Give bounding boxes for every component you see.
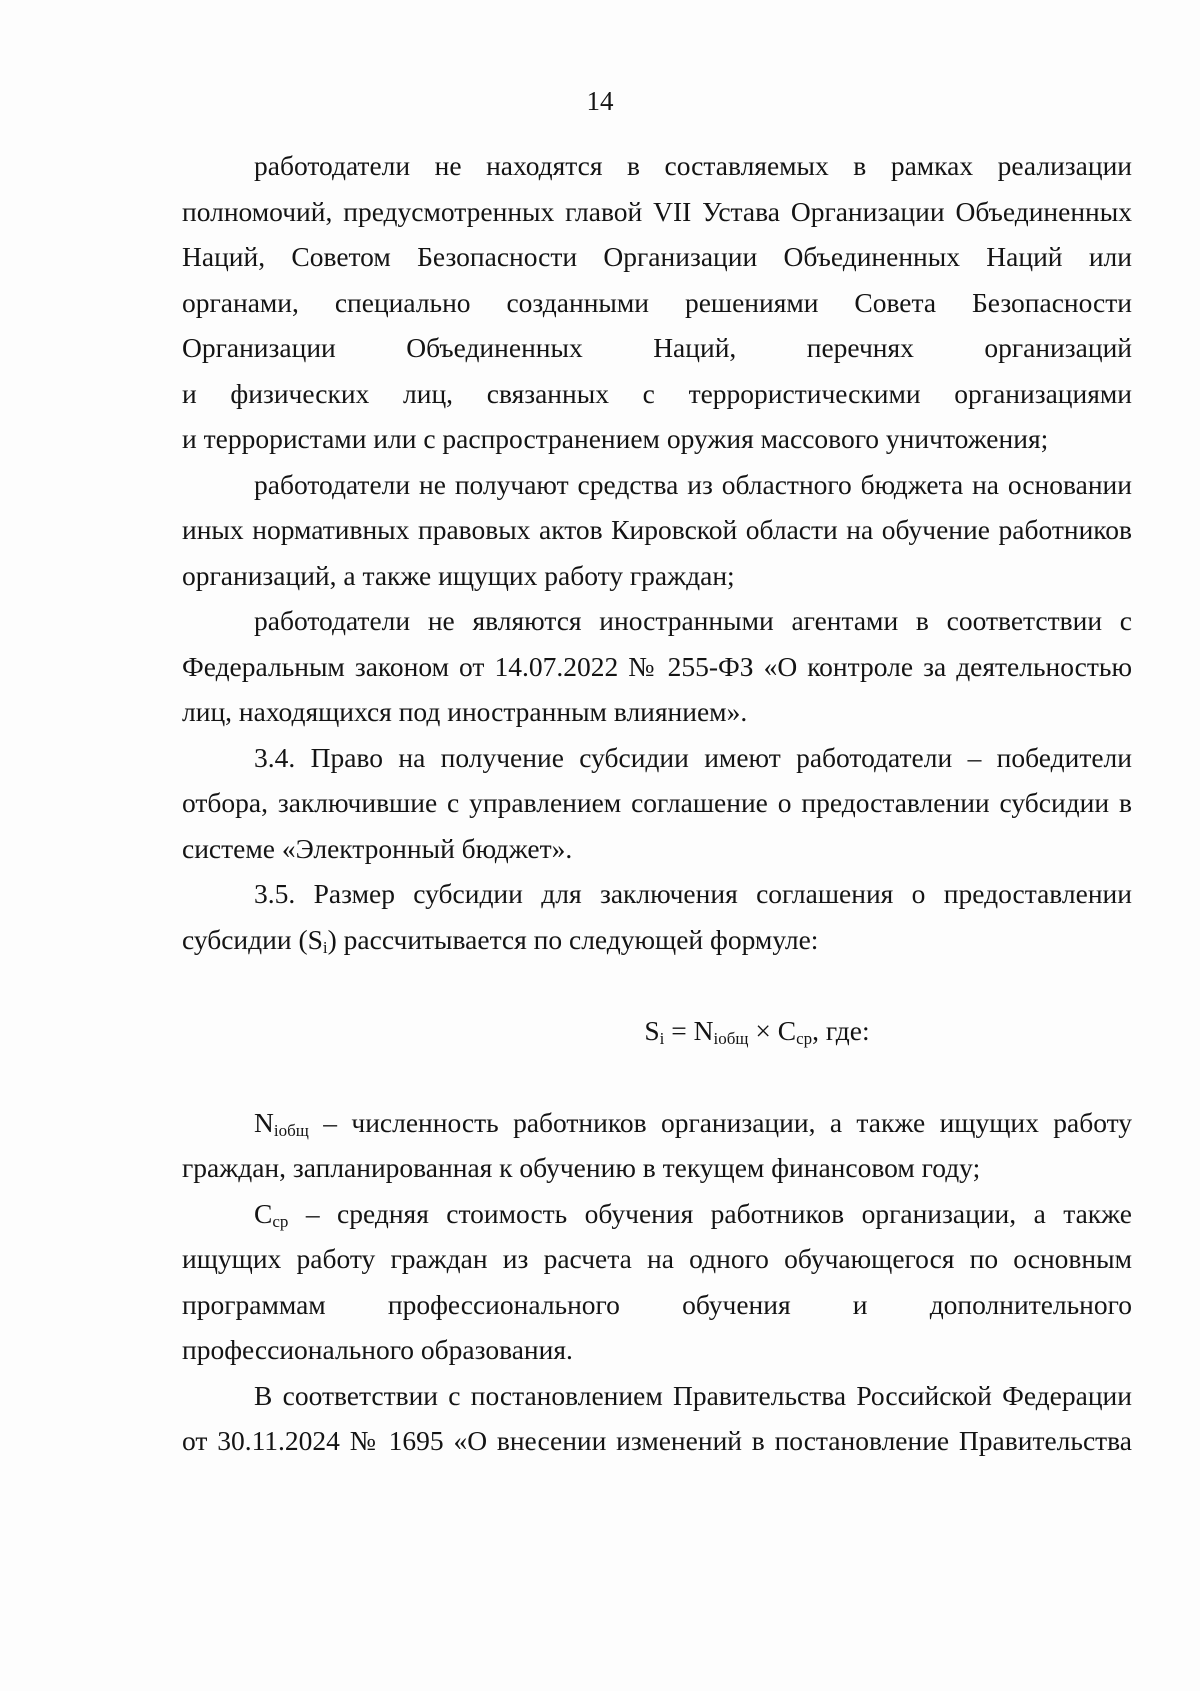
- definition-symbol: C: [254, 1197, 273, 1229]
- formula-n-subscript: iобщ: [713, 1029, 749, 1048]
- text-line: [182, 1100, 1132, 1146]
- page-number: 14: [586, 86, 614, 116]
- definition-n: [182, 1100, 1132, 1191]
- text-line: организаций, а также ищущих работу граждан;: [182, 559, 735, 591]
- text-line: и физических лиц, связанных с террористическими организациями: [182, 377, 1132, 409]
- formula-tail: , где:: [812, 1015, 870, 1046]
- definition-symbol: N: [254, 1106, 274, 1138]
- text-line: Организации Объединенных Наций, перечнях организаций: [182, 332, 1132, 363]
- paragraph-3-4: [182, 735, 1132, 872]
- text-fragment: – средняя стоимость обучения работников организации, а также: [288, 1197, 1132, 1229]
- text-line: работодатели не получают средства из областного бюджета на основании: [254, 468, 1132, 500]
- definition-symbol-subscript: ср: [272, 1211, 289, 1231]
- text-line: отбора, заключившие с управлением соглашение о предоставлении субсидии в: [182, 787, 1132, 818]
- text-line: Федеральным законом от 14.07.2022 № 255-ФЗ «О контроле за деятельностью: [182, 650, 1132, 682]
- formula-s: S: [644, 1015, 660, 1046]
- text-line: 3.5. Размер субсидии для заключения соглашения о предоставлении: [254, 878, 1132, 909]
- definition-symbol-subscript: iобщ: [273, 1120, 309, 1140]
- text-line: ищущих работу граждан из расчета на одного обучающегося по основным: [182, 1243, 1132, 1274]
- text-line: В соответствии с постановлением Правительства Российской Федерации: [254, 1379, 1132, 1411]
- text-line: полномочий, предусмотренных главой VII Устава Организации Объединенных: [182, 195, 1132, 227]
- text-line: работодатели не являются иностранными агентами в соответствии с: [254, 605, 1132, 636]
- text-fragment: ) рассчитывается по следующей формуле:: [327, 923, 819, 955]
- text-line: [182, 917, 1132, 963]
- text-fragment: субсидии (S: [182, 923, 323, 955]
- text-line: работодатели не находятся в составляемых в рамках реализации: [254, 150, 1132, 181]
- document-body: [182, 143, 1132, 1464]
- paragraph-terrorist-lists: [182, 143, 1132, 462]
- text-line: и террористами или с распространением оружия массового уничтожения;: [182, 423, 1049, 454]
- text-line: 3.4. Право на получение субсидии имеют работодатели – победители: [254, 741, 1132, 773]
- formula-equals-n: = N: [664, 1015, 714, 1046]
- definition-c: [182, 1191, 1132, 1373]
- text-line: от 30.11.2024 № 1695 «О внесении изменений в постановление Правительства: [182, 1425, 1132, 1456]
- subscript: i: [322, 937, 328, 957]
- text-line: [182, 1191, 1132, 1237]
- text-line: граждан, запланированная к обучению в текущем финансовом году;: [182, 1152, 981, 1183]
- text-fragment: – численность работников организации, а также ищущих работу: [308, 1106, 1132, 1138]
- text-line: лиц, находящихся под иностранным влиянием».: [182, 696, 748, 727]
- paragraph-government-decree: [182, 1373, 1132, 1464]
- text-line: системе «Электронный бюджет».: [182, 832, 573, 864]
- text-line: Наций, Советом Безопасности Организации Объединенных Наций или: [182, 241, 1132, 272]
- subsidy-formula: [182, 1008, 1132, 1054]
- paragraph-foreign-agents: [182, 598, 1132, 735]
- text-line: профессионального образования.: [182, 1334, 573, 1365]
- formula-c-subscript: ср: [796, 1029, 813, 1048]
- text-line: иных нормативных правовых актов Кировской области на обучение работников: [182, 514, 1132, 545]
- paragraph-no-regional-funds: [182, 462, 1132, 599]
- formula-s-subscript: i: [659, 1029, 665, 1048]
- text-line: программам профессионального обучения и дополнительного: [182, 1288, 1132, 1320]
- formula-times-c: × C: [748, 1015, 797, 1046]
- text-line: органами, специально созданными решениями Совета Безопасности: [182, 286, 1132, 318]
- paragraph-3-5: [182, 871, 1132, 962]
